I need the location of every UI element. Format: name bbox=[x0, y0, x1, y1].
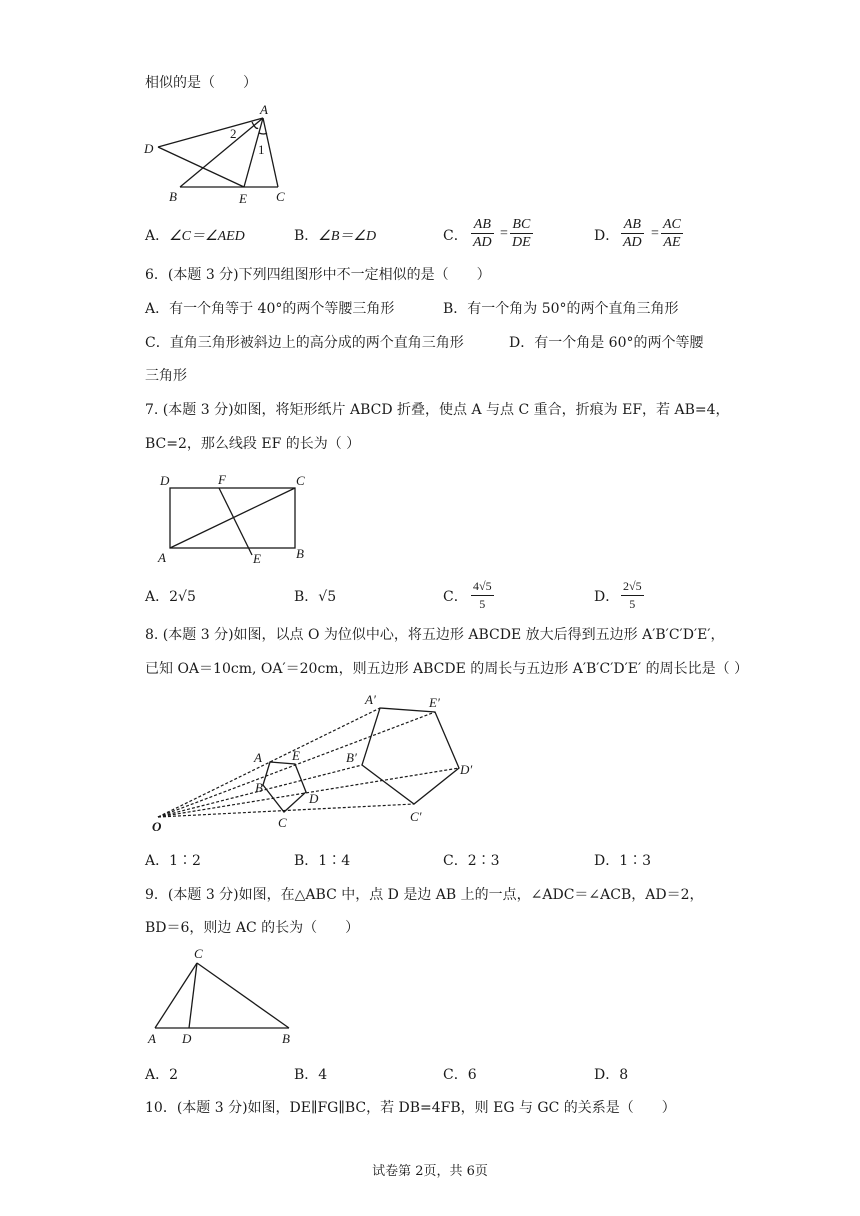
q5-figure bbox=[140, 100, 300, 210]
q9-stem-line-2: BD＝6，则边 AC 的长为（ ） bbox=[145, 920, 360, 936]
q5-c-den-1: AD bbox=[473, 235, 492, 250]
q5-option-a-text: ∠C＝∠AED bbox=[169, 229, 245, 244]
q7-option-c-fraction bbox=[471, 578, 494, 613]
q5-segment-da bbox=[158, 118, 263, 147]
q5-option-c-prefix[interactable]: C． bbox=[443, 228, 468, 244]
q5-c-num-1: AB bbox=[471, 216, 494, 234]
q8-label-e-prime: E′ bbox=[429, 695, 440, 710]
q9-stem-line-1: 9．(本题 3 分)如图，在△ABC 中，点 D 是边 AB 上的一点，∠ADC＝∠ACB，AD＝2， bbox=[145, 887, 704, 903]
q8-label-o: O bbox=[152, 819, 162, 834]
q6-option-a[interactable]: A．有一个角等于 40°的两个等腰三角形 bbox=[145, 301, 395, 317]
q8-pentagon-a2b2c2d2e2 bbox=[362, 708, 459, 804]
q8-option-c[interactable]: C．2∶3 bbox=[443, 853, 500, 869]
q8-label-d-prime: D′ bbox=[460, 762, 473, 777]
q5-option-c-equals: = bbox=[500, 226, 508, 241]
q5-label-angle-1: 1 bbox=[258, 142, 265, 157]
q7-label-e: E bbox=[253, 551, 261, 566]
q5-label-b: B bbox=[169, 189, 177, 204]
q8-stem-line-2: 已知 OA＝10cm, OA′＝20cm，则五边形 ABCDE 的周长与五边形 A′B′C′D′E′ 的周长比是（ ） bbox=[145, 661, 749, 677]
q6-option-b[interactable]: B．有一个角为 50°的两个直角三角形 bbox=[443, 301, 679, 317]
q5-option-a-prefix: A． bbox=[145, 228, 170, 244]
q5-stem-tail: 相似的是（ ） bbox=[145, 75, 257, 91]
q5-d-den-1: AD bbox=[623, 235, 642, 250]
q9-label-c: C bbox=[194, 946, 203, 961]
q7-d-den: 5 bbox=[629, 597, 636, 611]
q7-label-c: C bbox=[296, 473, 305, 488]
q5-option-c-fraction-1 bbox=[471, 216, 494, 251]
q5-label-d: D bbox=[144, 141, 154, 156]
q8-stem-line-1: 8. (本题 3 分)如图，以点 O 为位似中心，将五边形 ABCDE 放大后得到五边形 A′B′C′D′E′， bbox=[145, 627, 725, 643]
q7-label-a: A bbox=[158, 550, 166, 565]
q9-figure bbox=[140, 945, 310, 1050]
q7-c-den: 5 bbox=[479, 597, 486, 611]
q6-option-c[interactable]: C．直角三角形被斜边上的高分成的两个直角三角形 bbox=[145, 335, 464, 351]
q7-label-b: B bbox=[296, 546, 304, 561]
q7-d-num: 2√5 bbox=[621, 578, 644, 596]
q8-figure bbox=[148, 690, 498, 840]
q8-option-b[interactable]: B．1∶4 bbox=[294, 853, 351, 869]
q5-d-num-1: AB bbox=[621, 216, 644, 234]
q6-stem: 6．(本题 3 分)下列四组图形中不一定相似的是（ ） bbox=[145, 267, 491, 283]
q7-label-d: D bbox=[160, 473, 170, 488]
q7-option-a[interactable]: A．2√5 bbox=[145, 589, 196, 605]
q7-label-f: F bbox=[218, 472, 226, 487]
q5-option-d-fraction-2 bbox=[661, 216, 683, 251]
q8-option-d[interactable]: D．1∶3 bbox=[594, 853, 652, 869]
q9-label-b: B bbox=[282, 1031, 290, 1046]
q5-option-b[interactable] bbox=[294, 227, 376, 246]
q7-option-c-prefix[interactable]: C． bbox=[443, 589, 468, 605]
q8-label-a-prime: A′ bbox=[365, 692, 376, 707]
q5-option-b-text: ∠B＝∠D bbox=[318, 229, 377, 244]
q5-option-d-equals: = bbox=[651, 226, 659, 241]
q5-label-c: C bbox=[276, 189, 285, 204]
q7-stem-line-2: BC=2，那么线段 EF 的长为（ ） bbox=[145, 436, 361, 452]
q5-d-num-2: AC bbox=[663, 217, 681, 232]
q7-stem-line-1: 7. (本题 3 分)如图，将矩形纸片 ABCD 折叠，使点 A 与点 C 重合，折痕为 EF，若 AB=4， bbox=[145, 402, 730, 418]
q8-label-b: B bbox=[255, 780, 263, 795]
q7-option-d-prefix[interactable]: D． bbox=[594, 589, 620, 605]
q8-label-e: E bbox=[292, 748, 300, 763]
page-footer: 试卷第 2页，共 6页 bbox=[372, 1164, 488, 1179]
q5-label-e: E bbox=[239, 191, 247, 206]
q5-segment-ac bbox=[263, 118, 278, 187]
q9-option-b[interactable]: B．4 bbox=[294, 1067, 328, 1083]
q7-c-num: 4√5 bbox=[471, 578, 494, 596]
q5-option-d-fraction-1 bbox=[621, 216, 644, 251]
q9-option-a[interactable]: A．2 bbox=[145, 1067, 179, 1083]
q8-label-c: C bbox=[278, 815, 287, 830]
q8-label-b-prime: B′ bbox=[346, 750, 357, 765]
q5-label-a: A bbox=[260, 102, 268, 117]
q8-label-d: D bbox=[309, 791, 319, 806]
q5-c-num-2: BC bbox=[510, 216, 533, 234]
q8-label-a: A bbox=[254, 750, 262, 765]
q7-option-d-fraction bbox=[621, 578, 644, 613]
q5-option-a[interactable] bbox=[145, 227, 245, 246]
q9-label-d: D bbox=[182, 1031, 192, 1046]
q7-figure bbox=[150, 470, 320, 570]
q9-label-a: A bbox=[148, 1031, 156, 1046]
q10-stem: 10．(本题 3 分)如图，DE∥FG∥BC，若 DB=4FB，则 EG 与 GC 的关系是（ ） bbox=[145, 1100, 676, 1116]
q5-option-b-prefix: B． bbox=[294, 228, 319, 244]
q5-label-angle-2: 2 bbox=[230, 126, 237, 141]
q6-option-d-line-2: 三角形 bbox=[145, 368, 187, 384]
q5-d-den-2: AE bbox=[663, 235, 681, 250]
q9-segment-cb bbox=[197, 963, 289, 1028]
q5-option-c-fraction-2 bbox=[510, 216, 533, 251]
q6-option-d-line-1[interactable]: D．有一个角是 60°的两个等腰 bbox=[509, 335, 704, 351]
q9-option-c[interactable]: C．6 bbox=[443, 1067, 477, 1083]
q8-option-a[interactable]: A．1∶2 bbox=[145, 853, 201, 869]
q5-c-den-2: DE bbox=[512, 235, 531, 250]
q5-segment-de bbox=[158, 147, 244, 187]
q9-option-d[interactable]: D．8 bbox=[594, 1067, 629, 1083]
q8-label-c-prime: C′ bbox=[410, 809, 422, 824]
q7-option-b[interactable]: B．√5 bbox=[294, 589, 337, 605]
q7-diagonal-ac bbox=[170, 488, 295, 548]
q5-angle-1-arc bbox=[259, 133, 267, 134]
q5-option-d-prefix[interactable]: D． bbox=[594, 228, 620, 244]
